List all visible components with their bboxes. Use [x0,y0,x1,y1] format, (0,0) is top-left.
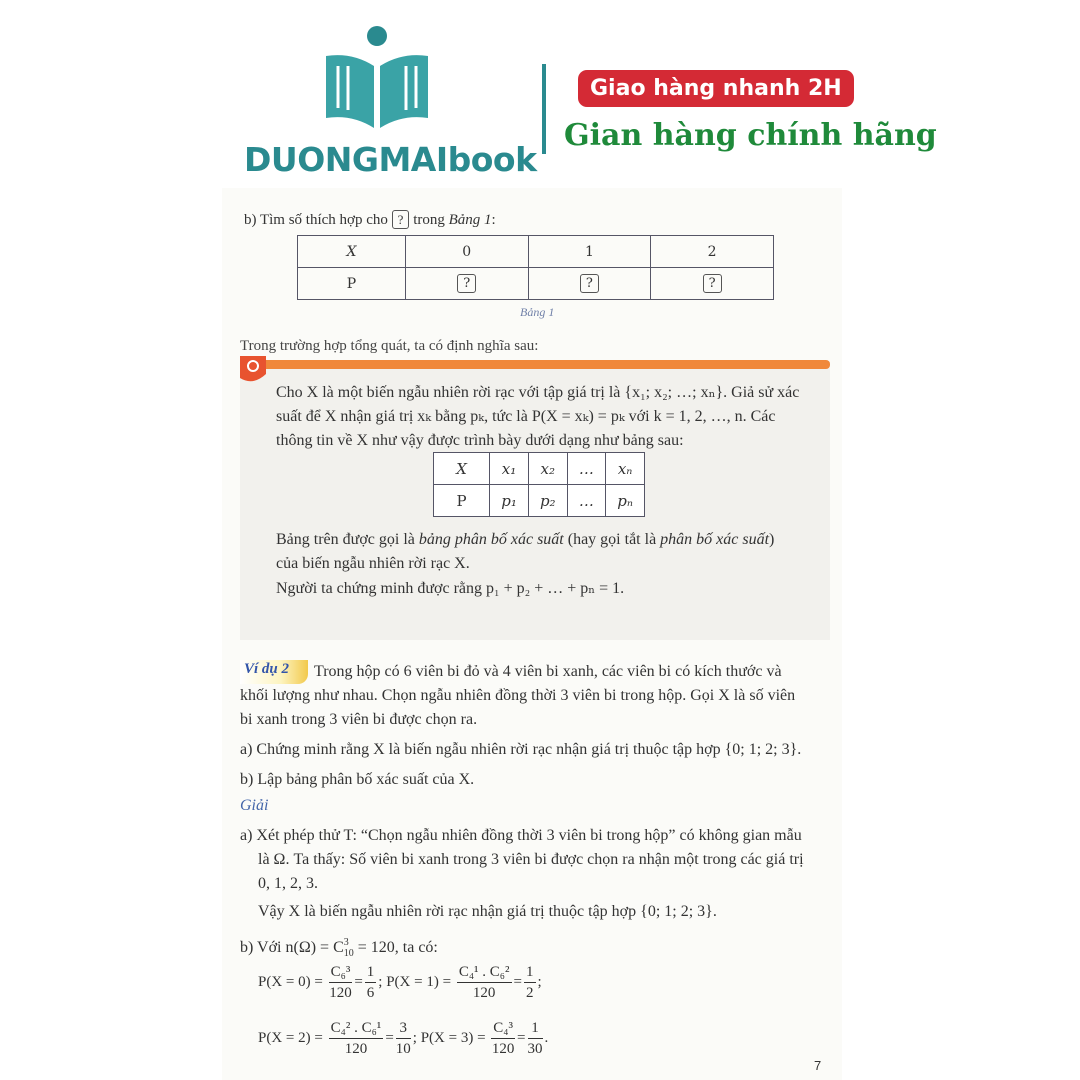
table-cell: 0 [405,236,528,268]
definition-table-header-row [434,453,645,485]
intro-middle: trong [413,212,445,228]
fraction-numerator: 1 [524,962,536,983]
definition-after-3: Người ta chứng minh được rằng p₁ + p₂ + … + pₙ = 1. [276,580,625,597]
formula-line-1: P(X = 0) = $\frac{\text{C₆³}}{120}$ = $\frac{1}{6}$ ; P(X = 1) = $\frac{\text{C₄¹ . C₆²}}{120}$ = $\frac{1}{2}$ ; [258,964,542,1001]
table-cell: x₂ [528,453,567,485]
fraction-numerator: C₄² . C₆¹ [329,1018,384,1039]
definition-line-3: thông tin về X như vậy được trình bày dưới dạng như bảng sau: [276,432,684,449]
table-cell: p₂ [528,485,567,517]
fraction [524,962,536,1003]
question-box: ? [457,274,476,293]
definition-table-value-row [434,485,645,517]
table-cell [405,268,528,300]
table-1 [297,235,774,300]
brand-logo [318,22,436,130]
definition-stripe [256,360,830,369]
fraction [329,1018,384,1059]
question-box: ? [703,274,722,293]
example-label: Ví dụ 2 [244,661,290,677]
intro-prefix: b) Tìm số thích hợp cho [244,212,388,228]
definition-table [433,452,645,517]
text-span: ) [769,531,775,548]
definition-line-1: Cho X là một biến ngẫu nhiên rời rạc với tập giá trị là {x₁; x₂; …; xₙ}. Giả sử xác [276,384,800,401]
fraction-denominator: 120 [472,985,496,1001]
term-distribution-table: bảng phân bố xác suất [418,531,564,548]
fraction [491,1018,515,1059]
store-tagline: Gian hàng chính hãng [564,118,937,153]
solution-a-line-4: Vậy X là biến ngẫu nhiên rời rạc nhận giá trị thuộc tập hợp {0; 1; 2; 3}. [258,903,717,920]
formula-lhs: P(X = 2) = [258,1029,323,1046]
solution-b-intro [240,936,438,960]
fraction [457,962,512,1003]
header-divider [542,64,546,154]
fraction-numerator: C₆³ [329,962,353,983]
fraction-numerator: 1 [528,1018,543,1039]
formula-line-2: P(X = 2) = $\frac{\text{C₄² . C₆¹}}{120}$ = $\frac{3}{10}$ ; P(X = 3) = $\frac{\text{C₄³}}{120}$ = $\frac{1}{30}$ . [258,1020,549,1057]
text-span: ; [537,973,542,990]
question-box: ? [580,274,599,293]
part-b-intro [244,208,496,232]
example-line-3: bi xanh trong 3 viên bi được chọn ra. [240,711,478,728]
text-span: Bảng trên được gọi là [276,531,415,548]
formula-lhs: P(X = 0) = [258,973,323,990]
general-intro: Trong trường hợp tổng quát, ta có định nghĩa sau: [240,338,539,354]
intro-table-ref: Bảng 1 [448,212,492,228]
table-cell [528,268,651,300]
table-1-value-row [298,268,774,300]
table-cell [651,268,774,300]
table-1-caption: Bảng 1 [520,305,555,319]
text-span: = 120, ta có: [357,939,438,956]
formula-lhs: ; P(X = 1) = [378,973,452,990]
fraction-denominator: 10 [395,1041,411,1057]
fraction [329,962,353,1003]
table-cell: x₁ [490,453,529,485]
fraction-denominator: 120 [344,1041,368,1057]
fraction-denominator: 6 [366,985,375,1001]
table-cell: X [434,453,490,485]
definition-line-2: suất để X nhận giá trị xₖ bằng pₖ, tức là P(X = xₖ) = pₖ với k = 1, 2, …, n. Các [276,408,776,425]
fraction-numerator: 1 [365,962,377,983]
table-cell: 1 [528,236,651,268]
definition-after-1 [276,528,774,552]
example-line-1: Trong hộp có 6 viên bi đỏ và 4 viên bi xanh, các viên bi có kích thước và [314,663,782,680]
formula-lhs: ; P(X = 3) = [412,1029,486,1046]
question-box: ? [392,210,410,229]
fraction [396,1018,411,1059]
table-cell: … [567,453,606,485]
solution-a-line-1: a) Xét phép thử T: “Chọn ngẫu nhiên đồng thời 3 viên bi trong hộp” có không gian mẫu [240,827,802,844]
fraction [528,1018,543,1059]
fraction-numerator: C₄¹ . C₆² [457,962,512,983]
fraction-numerator: 3 [396,1018,411,1039]
intro-suffix: : [491,212,496,228]
fraction-denominator: 30 [527,1041,543,1057]
text-span: . [544,1029,549,1046]
page-number: 7 [814,1058,822,1073]
delivery-badge: Giao hàng nhanh 2H [578,70,854,107]
solution-heading: Giải [240,797,269,814]
term-distribution: phân bố xác suất [660,531,770,548]
solution-a-line-2: là Ω. Ta thấy: Số viên bi xanh trong 3 viên bi được chọn ra nhận một trong các giá trị [258,851,804,868]
table-cell: P [298,268,406,300]
brand-name: DUONGMAIbook [244,140,537,179]
binom-sub: 10 [343,948,354,960]
example-question-a: a) Chứng minh rằng X là biến ngẫu nhiên rời rạc nhận giá trị thuộc tập hợp {0; 1; 2; 3}. [240,741,802,758]
open-book-person-icon [318,22,436,130]
lightbulb-icon [240,356,266,386]
table-cell: … [567,485,606,517]
table-cell: P [434,485,490,517]
table-1-header-row [298,236,774,268]
table-cell: pₙ [606,485,645,517]
fraction-denominator: 120 [329,985,352,1001]
binom-sup: 3 [343,937,349,949]
definition-icon [240,356,266,386]
fraction-denominator: 2 [526,985,534,1001]
table-cell: X [298,236,406,268]
table-cell: 2 [651,236,774,268]
example-line-2: khối lượng như nhau. Chọn ngẫu nhiên đồng thời 3 viên bi trong hộp. Gọi X là số viên [240,687,796,704]
table-cell: p₁ [490,485,529,517]
fraction-denominator: 120 [491,1041,515,1057]
solution-a-line-3: 0, 1, 2, 3. [258,875,318,892]
fraction-numerator: C₄³ [491,1018,515,1039]
definition-after-2: của biến ngẫu nhiên rời rạc X. [276,555,470,572]
fraction [365,962,377,1003]
example-question-b: b) Lập bảng phân bố xác suất của X. [240,771,475,788]
text-span: (hay gọi tắt là [567,531,657,548]
text-span: b) Với n(Ω) = C [240,939,344,956]
table-cell: xₙ [606,453,645,485]
